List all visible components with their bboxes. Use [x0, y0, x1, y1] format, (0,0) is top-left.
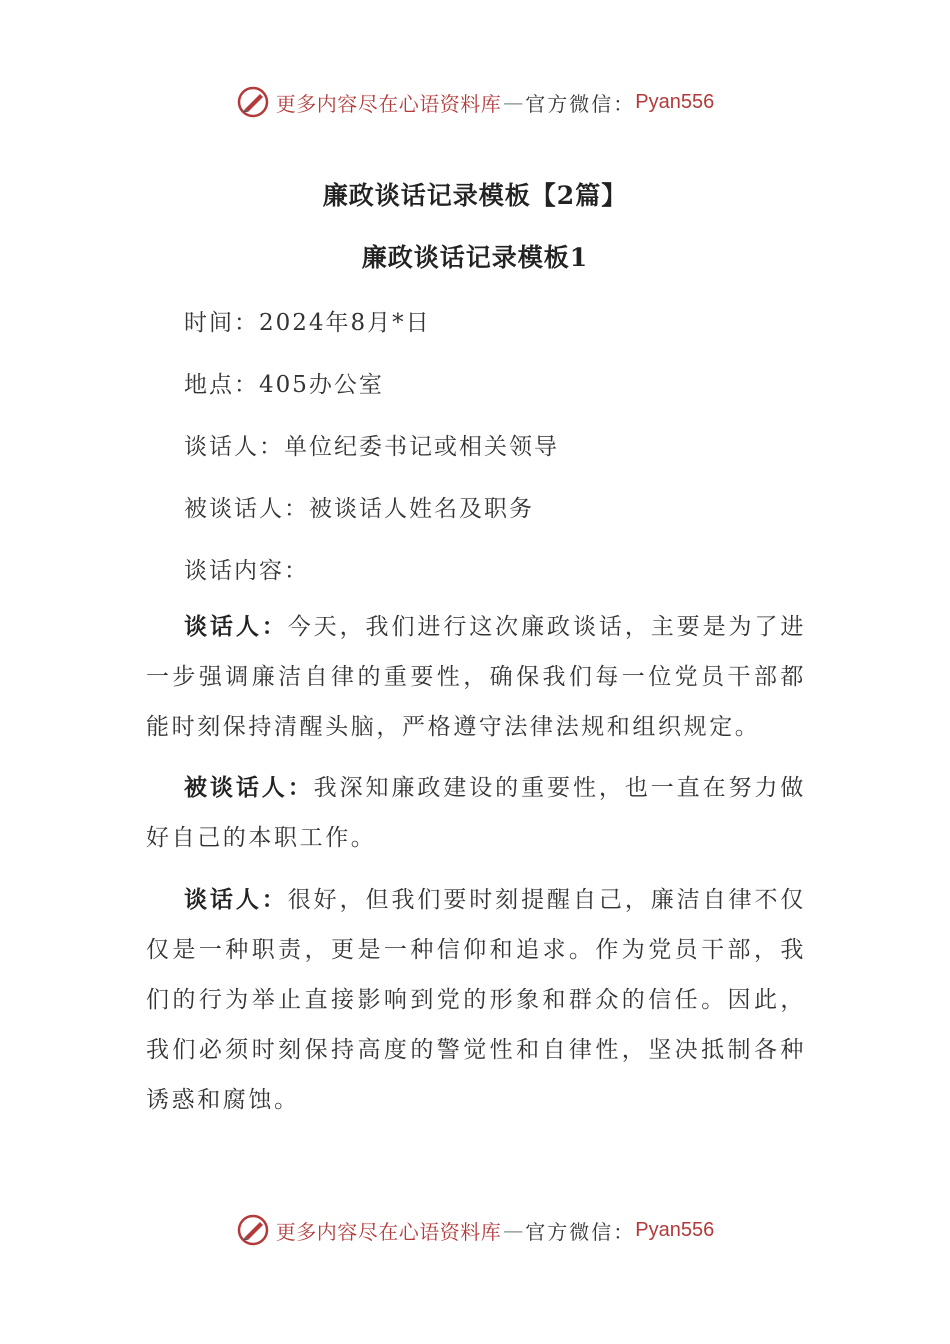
banner-dash: —	[503, 90, 524, 114]
dialogue-text: 今天，我们进行这次廉政谈话，主要是为了进一步强调廉洁自律的重要性，确保我们每一位党员干部都能时刻保持清醒头脑，严格遵守法律法规和组织规定。	[146, 614, 807, 740]
meta-place: 地点：405办公室	[184, 372, 384, 398]
dialogue-paragraph-2	[146, 763, 806, 863]
meta-interviewer: 谈话人：单位纪委书记或相关领导	[184, 434, 559, 460]
banner-text: 更多内容尽在心语资料库	[275, 91, 502, 116]
dialogue-text: 我深知廉政建设的重要性，也一直在努力做好自己的本职工作。	[146, 775, 806, 851]
speaker-label: 谈话人：	[184, 886, 288, 913]
meta-time: 时间：2024年8月*日	[184, 310, 431, 336]
document-subtitle: 廉政谈话记录模板1	[361, 243, 589, 272]
meta-interviewee: 被谈话人：被谈话人姓名及职务	[184, 496, 534, 522]
banner-wechat-id: Pyan556	[635, 90, 715, 113]
banner-wechat-id: Pyan556	[635, 1218, 715, 1241]
banner-text: 更多内容尽在心语资料库	[275, 1219, 502, 1244]
pen-logo-icon	[236, 85, 270, 119]
speaker-label: 被谈话人：	[184, 774, 314, 801]
dialogue-paragraph-3	[146, 875, 806, 1125]
header-banner	[0, 82, 950, 122]
banner-wechat-label: 官方微信：	[525, 91, 636, 116]
footer-banner	[0, 1210, 950, 1250]
speaker-label: 谈话人：	[184, 613, 288, 640]
dialogue-text: 很好，但我们要时刻提醒自己，廉洁自律不仅仅是一种职责，更是一种信仰和追求。作为党员干部，我们的行为举止直接影响到党的形象和群众的信任。因此，我们必须时刻保持高度的警觉性和自律性，坚决抵制各种诱惑和腐蚀。	[146, 887, 807, 1113]
banner-wechat-label: 官方微信：	[525, 1219, 636, 1244]
pen-logo-icon	[236, 1213, 270, 1247]
document-title: 廉政谈话记录模板【2篇】	[322, 181, 628, 210]
dialogue-paragraph-1	[146, 602, 806, 752]
banner-dash: —	[503, 1218, 524, 1242]
meta-content-label: 谈话内容：	[184, 558, 309, 584]
